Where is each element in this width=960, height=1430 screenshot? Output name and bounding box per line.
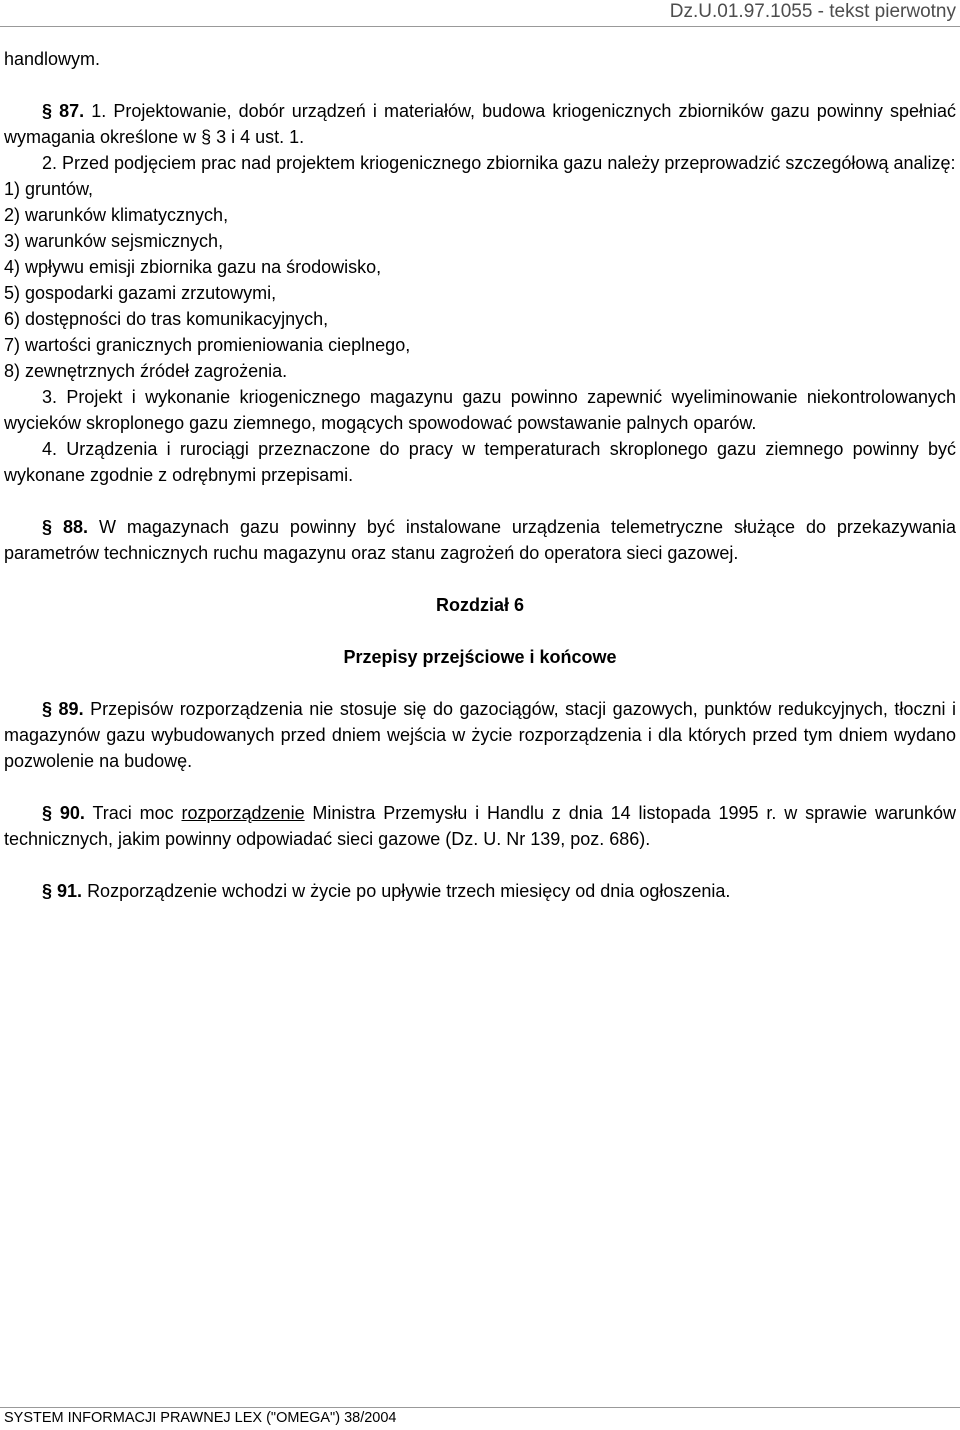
chapter-title: Rozdział 6	[435, 595, 524, 615]
section-91-number: § 91.	[42, 881, 83, 901]
list-item: 6) dostępności do tras komunikacyjnych,	[4, 309, 329, 329]
list-item: 2) warunków klimatycznych,	[4, 205, 229, 225]
list-item: 5) gospodarki gazami zrzutowymi,	[4, 283, 277, 303]
section-87-paragraph-2: 2. Przed podjęciem prac nad projektem kriogenicznego zbiornika gazu należy przeprowadzić szczegółową analizę:	[42, 153, 956, 173]
section-90-number: § 90.	[42, 803, 85, 823]
list-item: 3) warunków sejsmicznych,	[4, 231, 224, 251]
document-reference: Dz.U.01.97.1055 - tekst pierwotny	[669, 1, 956, 22]
section-87-paragraph-3: 3. Projekt i wykonanie kriogenicznego magazynu gazu powinno zapewnić wyeliminowanie niekontrolowanych wycieków skroplonego gazu ziemnego, mogących spowodować powstawanie palnych oparów.	[4, 387, 956, 433]
section-87-paragraph-4: 4. Urządzenia i rurociągi przeznaczone do pracy w temperaturach skroplonego gazu ziemnego powinny być wykonane zgodnie z odrębnymi przepisami.	[4, 439, 956, 485]
list-item: 1) gruntów,	[4, 179, 94, 199]
page-header	[0, 0, 960, 27]
list-item: 7) wartości granicznych promieniowania cieplnego,	[4, 335, 411, 355]
document-body	[4, 46, 956, 904]
footer-source: SYSTEM INFORMACJI PRAWNEJ LEX ("OMEGA") 38/2004	[4, 1410, 397, 1426]
list-item: 8) zewnętrznych źródeł zagrożenia.	[4, 361, 288, 381]
previous-paragraph-tail: handlowym.	[4, 49, 101, 69]
section-88: § 88. W magazynach gazu powinny być instalowane urządzenia telemetryczne służące do przekazywania parametrów technicznych ruchu magazynu oraz stanu zagrożeń do operatora sieci gazowej.	[4, 517, 956, 563]
list-item: 4) wpływu emisji zbiornika gazu na środowisko,	[4, 257, 382, 277]
chapter-subtitle: Przepisy przejściowe i końcowe	[343, 647, 617, 667]
section-88-number: § 88.	[42, 517, 88, 537]
page-footer	[0, 1407, 960, 1426]
section-87-number: § 87.	[42, 101, 85, 121]
section-87-paragraph-1: § 87. 1. Projektowanie, dobór urządzeń i materiałów, budowa kriogenicznych zbiorników gazu powinny spełniać wymagania określone w § 3 i 4 ust. 1.	[4, 101, 956, 147]
section-90: § 90. Traci moc rozporządzenie Ministra Przemysłu i Handlu z dnia 14 listopada 1995 r. w sprawie warunków technicznych, jakim powinny odpowiadać sieci gazowe (Dz. U. Nr 139, poz. 686).	[4, 803, 956, 849]
section-89: § 89. Przepisów rozporządzenia nie stosuje się do gazociągów, stacji gazowych, punktów redukcyjnych, tłoczni i magazynów gazu wybudowanych przed dniem wejścia w życie rozporządzenia i dla których przed tym dniem wydano pozwolenie na budowę.	[4, 699, 956, 771]
regulation-link[interactable]: rozporządzenie	[181, 803, 305, 823]
section-89-number: § 89.	[42, 699, 84, 719]
section-91: § 91. Rozporządzenie wchodzi w życie po upływie trzech miesięcy od dnia ogłoszenia.	[42, 881, 731, 901]
